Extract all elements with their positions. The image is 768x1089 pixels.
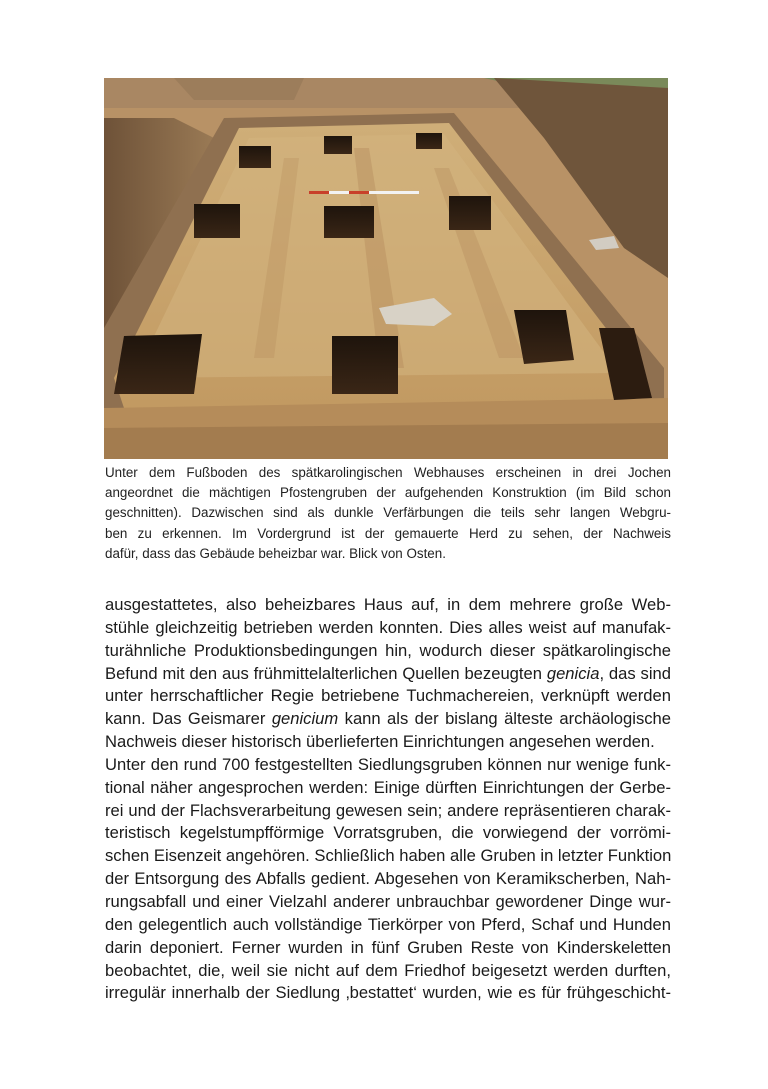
- text-line: unter herrschaftlicher Regie betriebene Tuchmachereien, verknüpft werden: [105, 686, 671, 706]
- photo-caption: [105, 463, 671, 564]
- text-line: [105, 708, 671, 731]
- text-run: , das sind: [599, 663, 671, 683]
- text-line: Nachweis dieser historisch überlieferten Einrichtungen angesehen werden.: [105, 732, 655, 752]
- text-line: irregulär innerhalb der Siedlung ‚bestattet‘ wurden, wie es für frühgeschicht-: [105, 983, 671, 1003]
- latin-term: genicium: [271, 709, 339, 729]
- text-line: Unter den rund 700 festgestellten Siedlungsgruben können nur wenige funk-: [105, 754, 671, 774]
- text-line: den gelegentlich auch vollständige Tierkörper von Pferd, Schaf und Hunden: [105, 914, 671, 934]
- body-text: [105, 594, 671, 1005]
- text-line: [105, 663, 671, 686]
- text-line: der Entsorgung des Abfalls gedient. Abgesehen von Keramikscherben, Nah-: [105, 869, 671, 889]
- paragraph-1: [105, 594, 671, 754]
- text-line: teristisch kegelstumpfförmige Vorratsgruben, die vorwiegend der vorrömi-: [105, 823, 671, 843]
- text-line: darin deponiert. Ferner wurden in fünf Gruben Reste von Kinderskeletten: [105, 937, 671, 957]
- caption-line: geschnitten). Dazwischen sind als dunkle Verfärbungen die teils sehr langen Webgru-: [105, 505, 671, 521]
- caption-line: Unter dem Fußboden des spätkarolingischen Webhauses erscheinen in drei Jochen: [105, 465, 671, 480]
- excavation-photo: [104, 78, 668, 459]
- text-line: schen Eisenzeit angehören. Schließlich haben alle Gruben in letzter Funktion: [105, 846, 672, 866]
- text-line: rungsabfall und einer Vielzahl anderer unbrauchbar gewordener Dinge wur-: [105, 891, 671, 911]
- text-line: beobachtet, die, weil sie nicht auf dem Friedhof beigesetzt werden durften,: [105, 960, 671, 980]
- paragraph-2: [105, 754, 671, 1005]
- text-line: tional näher angesprochen werden: Einige dürften Einrichtungen der Gerbe-: [105, 777, 671, 797]
- latin-term: genicia: [546, 663, 600, 683]
- text-line: ausgestattetes, also beheizbares Haus auf, in dem mehrere große Web-: [105, 595, 671, 614]
- text-run: kann als der bislang älteste archäologische: [338, 709, 672, 729]
- text-run: Befund mit den aus frühmittelalterlichen Quellen bezeugten: [105, 663, 547, 683]
- caption-line: ben zu erkennen. Im Vordergrund ist der gemauerte Herd zu sehen, der Nachweis: [105, 525, 671, 541]
- text-line: stühle gleichzeitig betrieben werden konnten. Dies alles weist auf manufak-: [105, 617, 671, 637]
- caption-line: angeordnet die mächtigen Pfostengruben der aufgehenden Konstruktion (im Bild schon: [105, 485, 671, 501]
- text-line: rei und der Flachsverarbeitung gewesen sein; andere repräsentieren charak-: [105, 800, 671, 820]
- caption-line: dafür, dass das Gebäude beheizbar war. Blick von Osten.: [105, 545, 446, 561]
- text-run: kann. Das Geismarer: [105, 709, 272, 729]
- text-line: turähnliche Produktionsbedingungen hin, wodurch dieser spätkarolingische: [105, 640, 671, 660]
